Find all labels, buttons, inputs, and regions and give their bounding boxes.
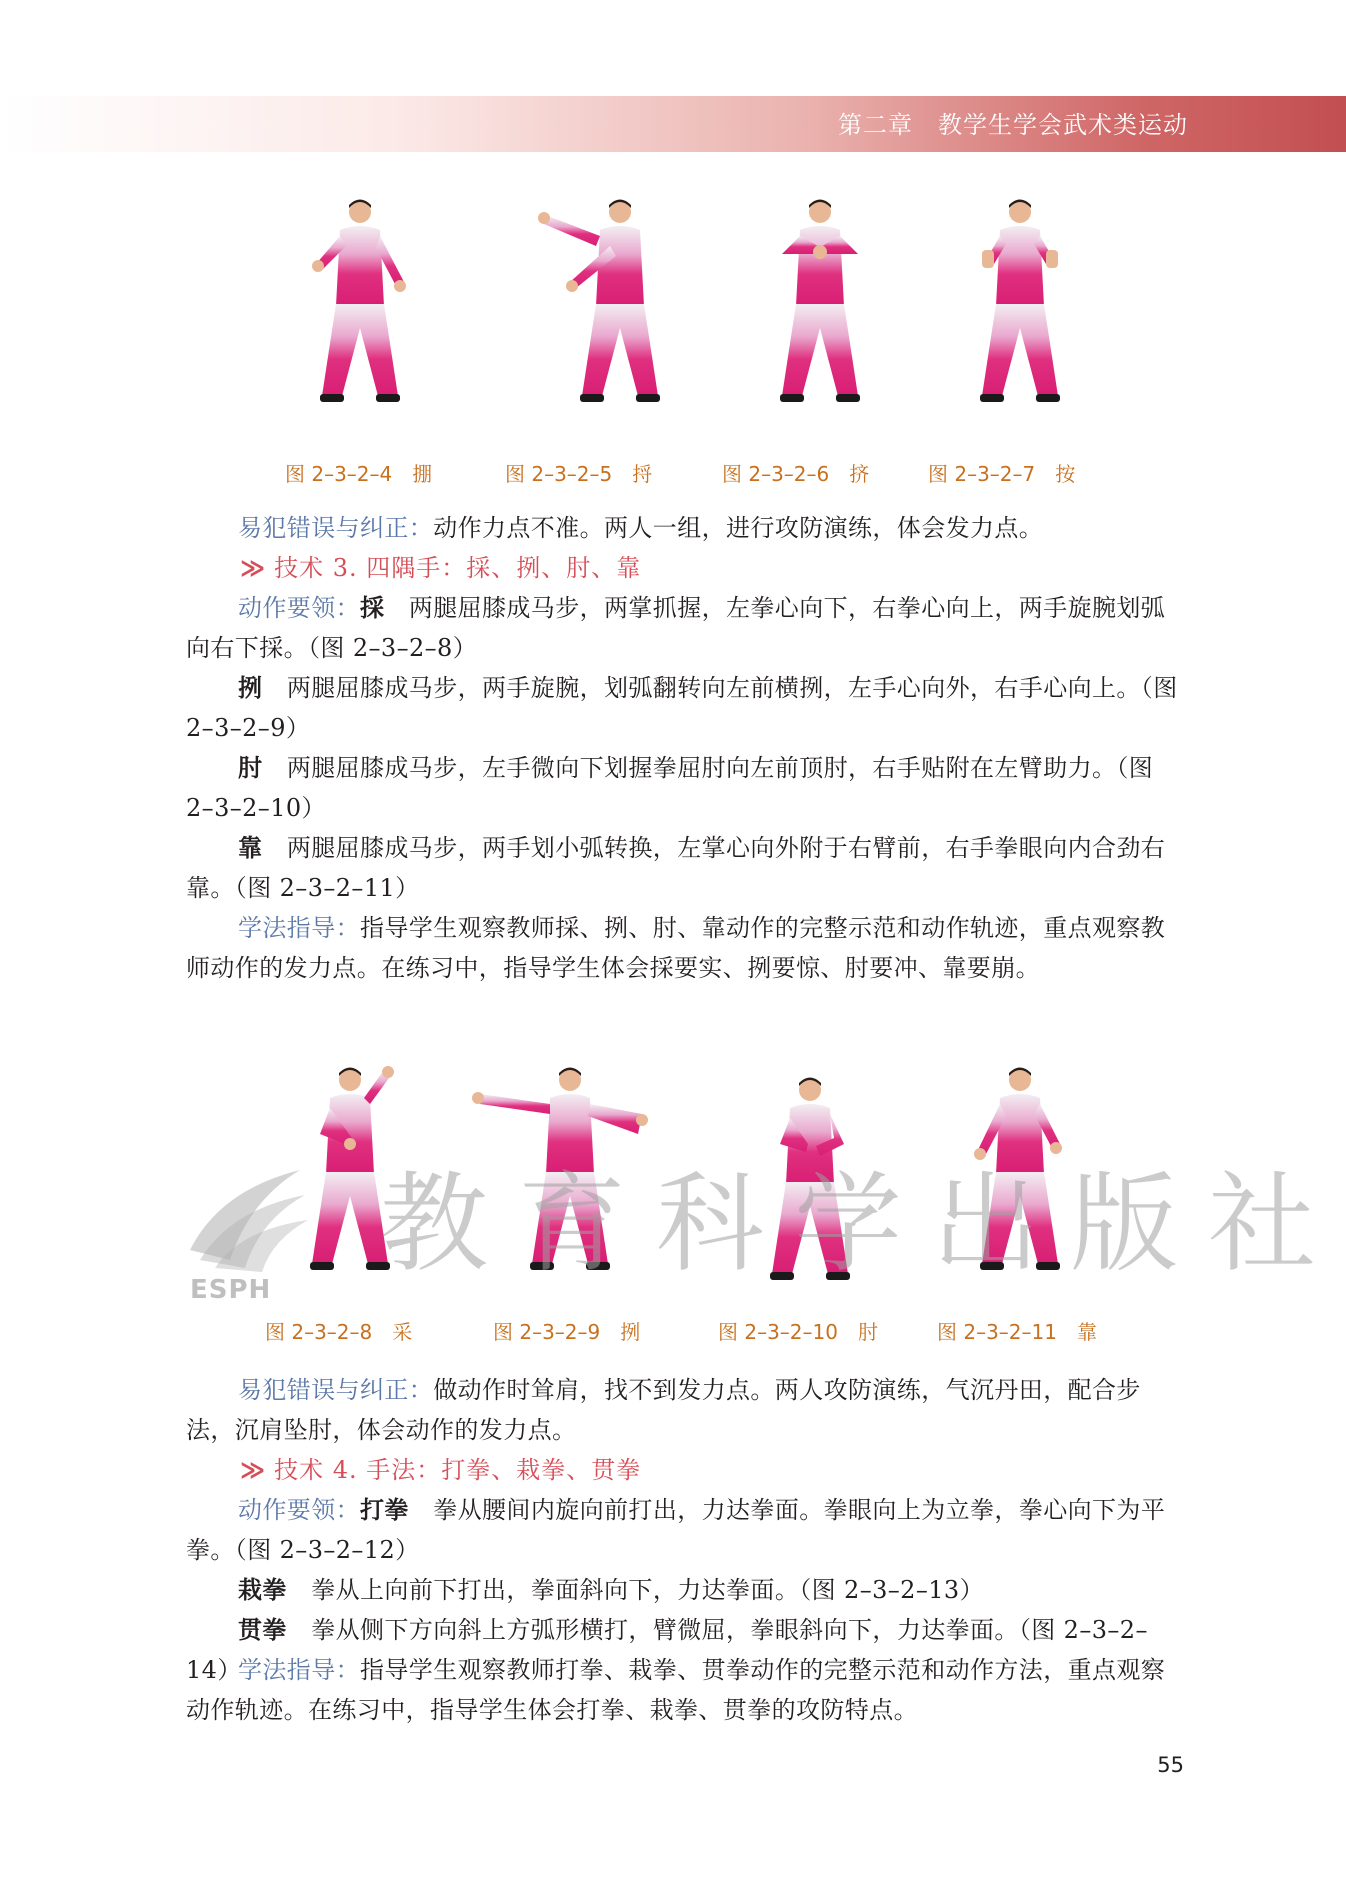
tech4-zai: 栽拳 拳从上向前下打出，拳面斜向下，力达拳面。（图 2–3–2–13） bbox=[238, 1576, 984, 1604]
tech4-da: 动作要领：打拳 拳从腰间内旋向前打出，力达拳面。拳眼向上为立拳，拳心向下为平拳。（图 2–3–2–12） bbox=[186, 1496, 1166, 1564]
figure-cai bbox=[280, 1064, 420, 1310]
error-correction-2: 易犯错误与纠正：做动作时耸肩，找不到发力点。两人攻防演练，气沉丹田，配合步法，沉肩坠肘，体会动作的发力点。 bbox=[186, 1376, 1141, 1444]
tech4-guan: 贯拳 拳从侧下方向斜上方弧形横打，臂微屈，拳眼斜向下，力达拳面。（图 2–3–2–14） bbox=[186, 1616, 1148, 1684]
error-correction-1: 易犯错误与纠正：动作力点不准。两人一组，进行攻防演练，体会发力点。 bbox=[238, 514, 1044, 542]
caption-fig-2-3-2-11: 图 2–3–2–11 靠 bbox=[937, 1320, 1097, 1344]
figure-ji bbox=[760, 196, 880, 440]
figure-zhou bbox=[750, 1074, 870, 1310]
page-number: 55 bbox=[1157, 1753, 1184, 1777]
caption-fig-2-3-2-7: 图 2–3–2–7 按 bbox=[928, 462, 1076, 486]
tech3-lie: 挒 两腿屈膝成马步，两手旋腕，划弧翻转向左前横挒，左手心向外，右手心向上。（图 2–3–2–9） bbox=[186, 674, 1178, 742]
double-chevron-icon: ≫ bbox=[240, 554, 267, 582]
tech4-guide: 学法指导：指导学生观察教师打拳、栽拳、贯拳动作的完整示范和动作方法，重点观察动作轨迹。在练习中，指导学生体会打拳、栽拳、贯拳的攻防特点。 bbox=[186, 1656, 1166, 1724]
watermark-text: 教育科学出版社 bbox=[380, 1162, 1346, 1287]
caption-fig-2-3-2-10: 图 2–3–2–10 肘 bbox=[718, 1320, 878, 1344]
caption-fig-2-3-2-9: 图 2–3–2–9 挒 bbox=[493, 1320, 641, 1344]
figure-peng bbox=[300, 196, 420, 440]
double-chevron-icon: ≫ bbox=[240, 1456, 267, 1484]
chapter-title: 第二章 教学生学会武术类运动 bbox=[838, 111, 1188, 139]
caption-fig-2-3-2-8: 图 2–3–2–8 采 bbox=[265, 1320, 413, 1344]
caption-fig-2-3-2-4: 图 2–3–2–4 掤 bbox=[285, 462, 433, 486]
tech3-guide: 学法指导：指导学生观察教师採、挒、肘、靠动作的完整示范和动作轨迹，重点观察教师动作的发力点。在练习中，指导学生体会採要实、挒要惊、肘要冲、靠要崩。 bbox=[186, 914, 1166, 982]
technique-4-heading: ≫ 技术 4. 手法：打拳、栽拳、贯拳 bbox=[240, 1456, 642, 1484]
caption-fig-2-3-2-6: 图 2–3–2–6 挤 bbox=[722, 462, 870, 486]
figure-kao bbox=[960, 1064, 1080, 1310]
tech3-cai: 动作要领：採 两腿屈膝成马步，两掌抓握，左拳心向下，右拳心向上，两手旋腕划弧向右下採。（图 2–3–2–8） bbox=[186, 594, 1166, 662]
figure-an bbox=[960, 196, 1080, 440]
technique-3-heading: ≫ 技术 3. 四隅手：採、挒、肘、靠 bbox=[240, 554, 642, 582]
watermark-logo-text: ESPH bbox=[190, 1275, 272, 1305]
tech3-kao: 靠 两腿屈膝成马步，两手划小弧转换，左掌心向外附于右臂前，右手拳眼向内合劲右靠。（图 2–3–2–11） bbox=[186, 834, 1166, 902]
chapter-header-band bbox=[0, 96, 1346, 152]
caption-fig-2-3-2-5: 图 2–3–2–5 捋 bbox=[505, 462, 653, 486]
tech3-zhou: 肘 两腿屈膝成马步，左手微向下划握拳屈肘向左前顶肘，右手贴附在左臂助力。（图 2–3–2–10） bbox=[186, 754, 1154, 822]
figure-lv bbox=[530, 196, 680, 440]
figure-lie bbox=[470, 1064, 670, 1310]
